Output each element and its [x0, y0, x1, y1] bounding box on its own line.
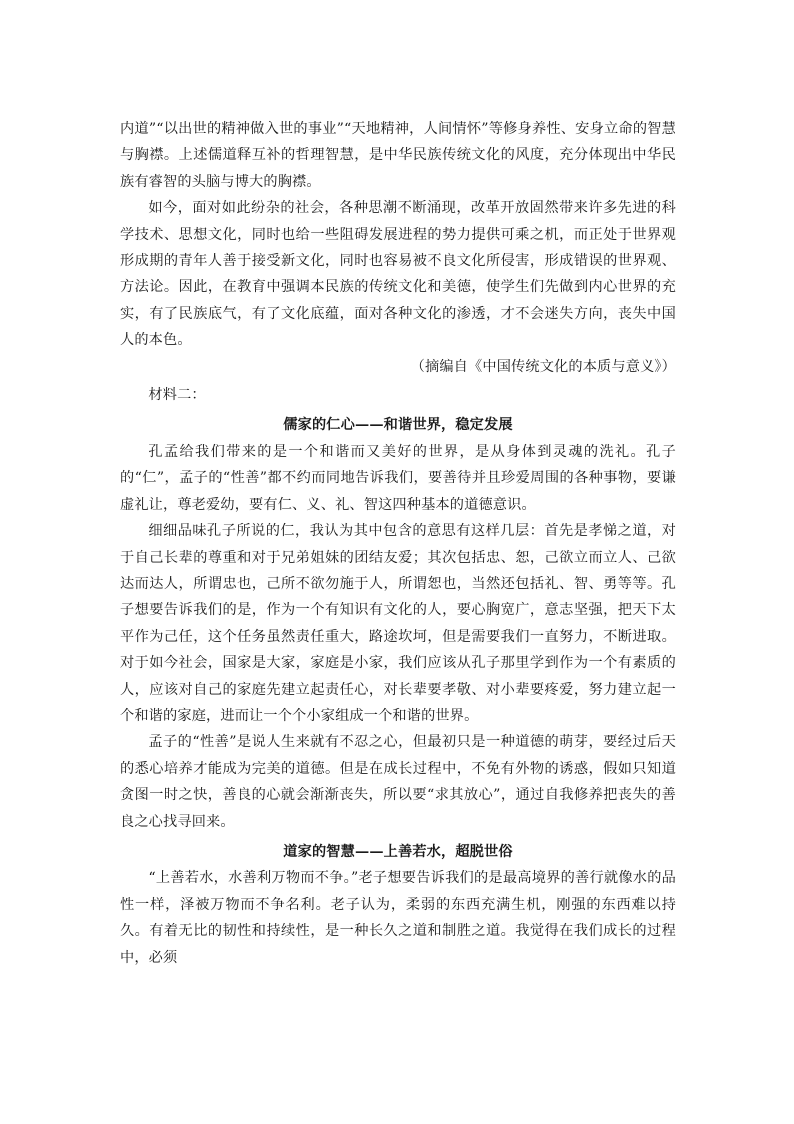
material-label: 材料二：	[148, 387, 206, 404]
section-heading-confucian: 儒家的仁心——和谐世界，稳定发展	[283, 417, 513, 434]
paragraph-1: 内道”“以出世的精神做入世的事业”“天地精神，人间情怀”等修身养性、安身立命的智慧与胸襟。上述儒道释互补的哲理智慧，是中华民族传统文化的风度，充分体现出中华民族有睿智的头脑与博大的胸襟。	[120, 121, 676, 190]
paragraph-3: 孔孟给我们带来的是一个和谐而又美好的世界，是从身体到灵魂的洗礼。孔子的“仁”，孟子的“性善”都不约而同地告诉我们，要善待并且珍爱周围的各种事物，要谦虚礼让，尊老爱幼，要有仁、义、礼、智这四种基本的道德意识。	[120, 443, 676, 513]
section-heading-taoist: 道家的智慧——上善若水，超脱世俗	[283, 843, 513, 860]
paragraph-5: 孟子的“性善”是说人生来就有不忍之心，但最初只是一种道德的萌芽，要经过后天的悉心培养才能成为完美的道德。但是在成长过程中，不免有外物的诱惑，假如只知道贪图一时之快，善良的心就会渐渐丧失，所以要“求其放心”，通过自我修养把丧失的善良之心找寻回来。	[120, 734, 676, 830]
paragraph-4: 细细品味孔子所说的仁，我认为其中包含的意思有这样几层：首先是孝悌之道，对于自己长辈的尊重和对于兄弟姐妹的团结友爱；其次包括忠、恕，己欲立而立人、己欲达而达人，所谓忠也，己所不欲勿施于人，所谓恕也，当然还包括礼、智、勇等等。孔子想要告诉我们的是，作为一个有知识有文化的人，要心胸宽广，意志坚强，把天下太平作为己任，这个任务虽然责任重大，路途坎坷，但是需要我们一直努力，不断进取。对于如今社会，国家是大家，家庭是小家，我们应该从孔子那里学到作为一个有素质的人，应该对自己的家庭先建立起责任心，对长辈要孝敬、对小辈要疼爱，努力建立起一个和谐的家庭，进而让一个个小家组成一个和谐的世界。	[120, 523, 676, 724]
paragraph-2: 如今，面对如此纷杂的社会，各种思潮不断涌现，改革开放固然带来许多先进的科学技术、思想文化，同时也给一些阻碍发展进程的势力提供可乘之机，而正处于世界观形成期的青年人善于接受新文化，同时也容易被不良文化所侵害，形成错误的世界观、方法论。因此，在教育中强调本民族的传统文化和美德，使学生们先做到内心世界的充实，有了民族底气，有了文化底蕴，面对各种文化的渗透，才不会迷失方向，丧失中国人的本色。	[120, 200, 676, 349]
document-body	[120, 116, 676, 971]
source-citation: （摘编自《中国传统文化的本质与意义》）	[410, 358, 676, 375]
paragraph-6: “上善若水，水善利万物而不争。”老子想要告诉我们的是最高境界的善行就像水的品性一样，泽被万物而不争名利。老子认为，柔弱的东西充满生机，刚强的东西难以持久。有着无比的韧性和持续性，是一种长久之道和制胜之道。我觉得在我们成长的过程中，必须	[120, 870, 676, 966]
